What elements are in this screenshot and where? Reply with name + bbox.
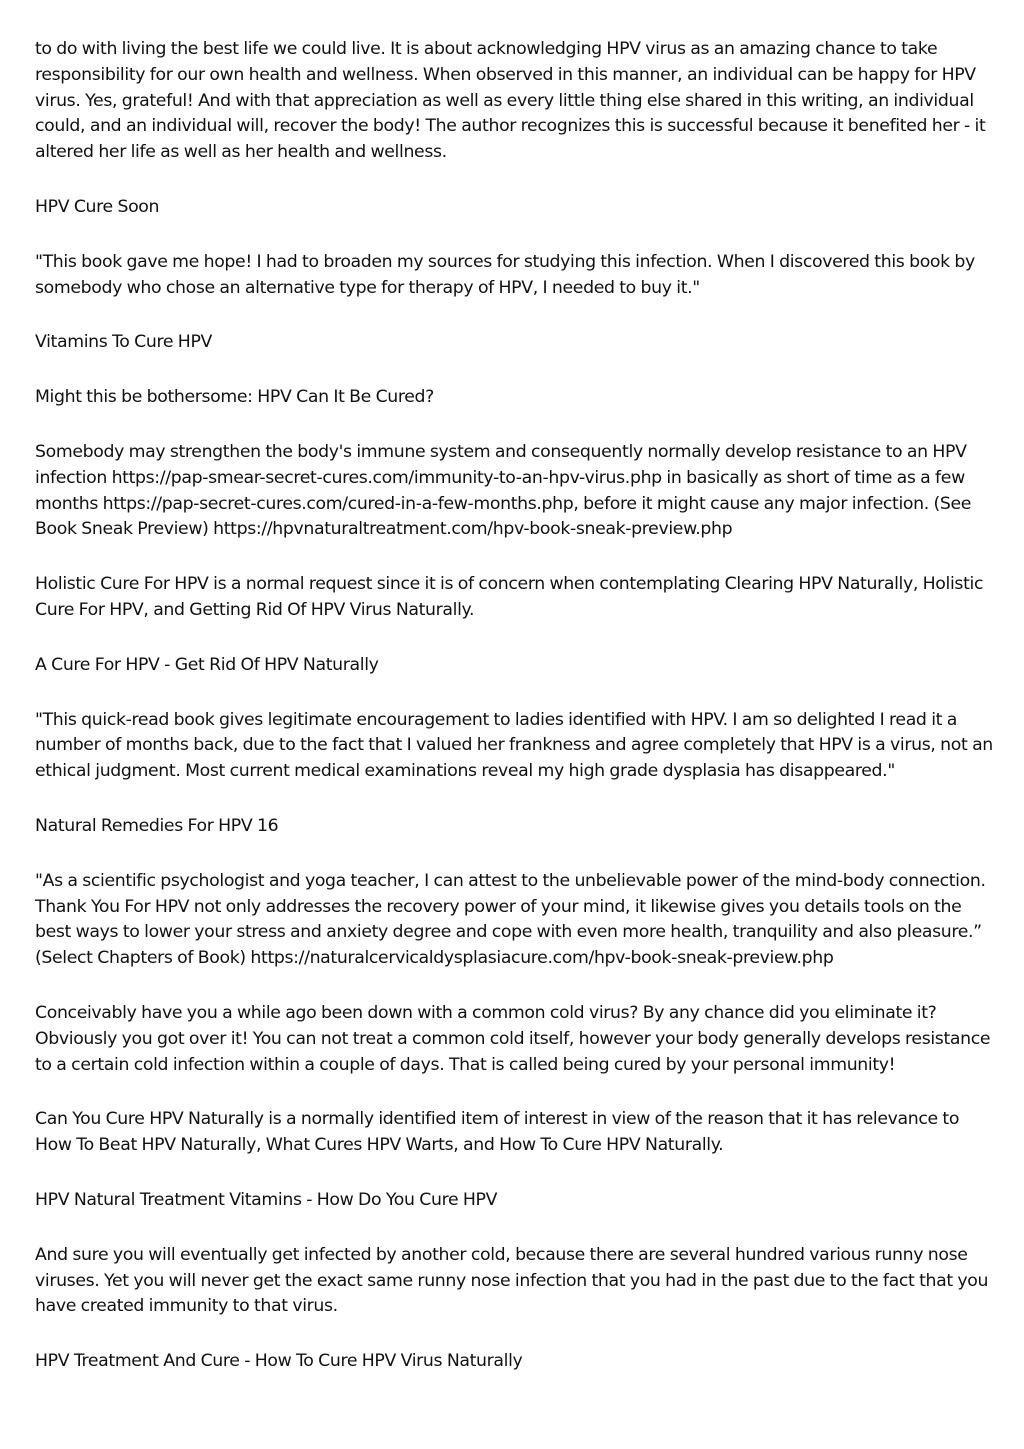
heading-treatment-and-cure: HPV Treatment And Cure - How To Cure HPV Virus Naturally xyxy=(35,1351,523,1372)
document-page xyxy=(35,37,995,1404)
heading-hpv-can-it-be-cured: Might this be bothersome: HPV Can It Be Cured? xyxy=(35,387,434,408)
heading-a-cure-for-hpv: A Cure For HPV - Get Rid Of HPV Naturally xyxy=(35,654,379,675)
paragraph-testimonial-hope: "This book gave me hope! I had to broaden my sources for studying this infection. When I discovered this book by somebody who chose an alternative type for therapy of HPV, I needed to buy it." xyxy=(35,251,975,298)
paragraph-holistic-cure: Holistic Cure For HPV is a normal request since it is of concern when contemplating Clearing HPV Naturally, Holistic Cure For HPV, and Getting Rid Of HPV Virus Naturally. xyxy=(35,574,984,620)
paragraph-testimonial-psychologist: "As a scientific psychologist and yoga teacher, I can attest to the unbelievable power of the mind-body connection. Thank You For HPV not only addresses the recovery power of your mind, it likewise gives you details tools on the best ways to lower your stress and anxiety degree and cope with even more health, tranquility and also pleasure.” (Select Chapters of Book) https://naturalcervicaldysplasiacure.com/hpv-book-sneak-preview.php xyxy=(35,870,986,969)
paragraph-testimonial-quick-read: "This quick-read book gives legitimate encouragement to ladies identified with HPV. I am so delighted I read it a number of months back, due to the fact that I valued her frankness and agree completely that HPV is a virus, not an ethical judgment. Most current medical examinations reveal my high grade dysplasia has disappeared." xyxy=(35,709,993,782)
paragraph-cure-naturally: Can You Cure HPV Naturally is a normally identified item of interest in view of the reason that it has relevance to How To Beat HPV Naturally, What Cures HPV Warts, and How To Cure HPV Naturally. xyxy=(35,1109,960,1156)
paragraph-immune-system: Somebody may strengthen the body's immune system and consequently normally develop resistance to an HPV infection https://pap-smear-secret-cures.com/immunity-to-an-hpv-virus.php in basically as short of time as a few months https://pap-secret-cures.com/cured-in-a-few-months.php, before it might cause any major infection. (See Book Sneak Preview) https://hpvnaturaltreatment.com/hpv-book-sneak-preview.php xyxy=(35,441,972,540)
paragraph-common-cold: Conceivably have you a while ago been down with a common cold virus? By any chance did you eliminate it? Obviously you got over it! You can not treat a common cold itself, however your body generally develops resistance to a certain cold infection within a couple of days. That is called being cured by your personal immunity! xyxy=(35,1002,991,1075)
paragraph-intro: to do with living the best life we could live. It is about acknowledging HPV virus as an amazing chance to take responsibility for our own health and wellness. When observed in this manner, an individual can be happy for HPV virus. Yes, grateful! And with that appreciation as well as every little thing else shared in this writing, an individual could, and an individual will, recover the body! The author recognizes this is successful because it benefited her - it altered her life as well as her health and wellness. xyxy=(35,39,986,163)
paragraph-another-cold: And sure you will eventually get infected by another cold, because there are several hundred various runny nose viruses. Yet you will never get the exact same runny nose infection that you had in the past due to the fact that you have created immunity to that virus. xyxy=(35,1244,989,1317)
heading-hpv-cure-soon: HPV Cure Soon xyxy=(35,196,160,217)
heading-natural-treatment-vitamins: HPV Natural Treatment Vitamins - How Do You Cure HPV xyxy=(35,1189,498,1210)
heading-natural-remedies-hpv-16: Natural Remedies For HPV 16 xyxy=(35,815,279,836)
heading-vitamins-to-cure-hpv: Vitamins To Cure HPV xyxy=(35,332,212,353)
